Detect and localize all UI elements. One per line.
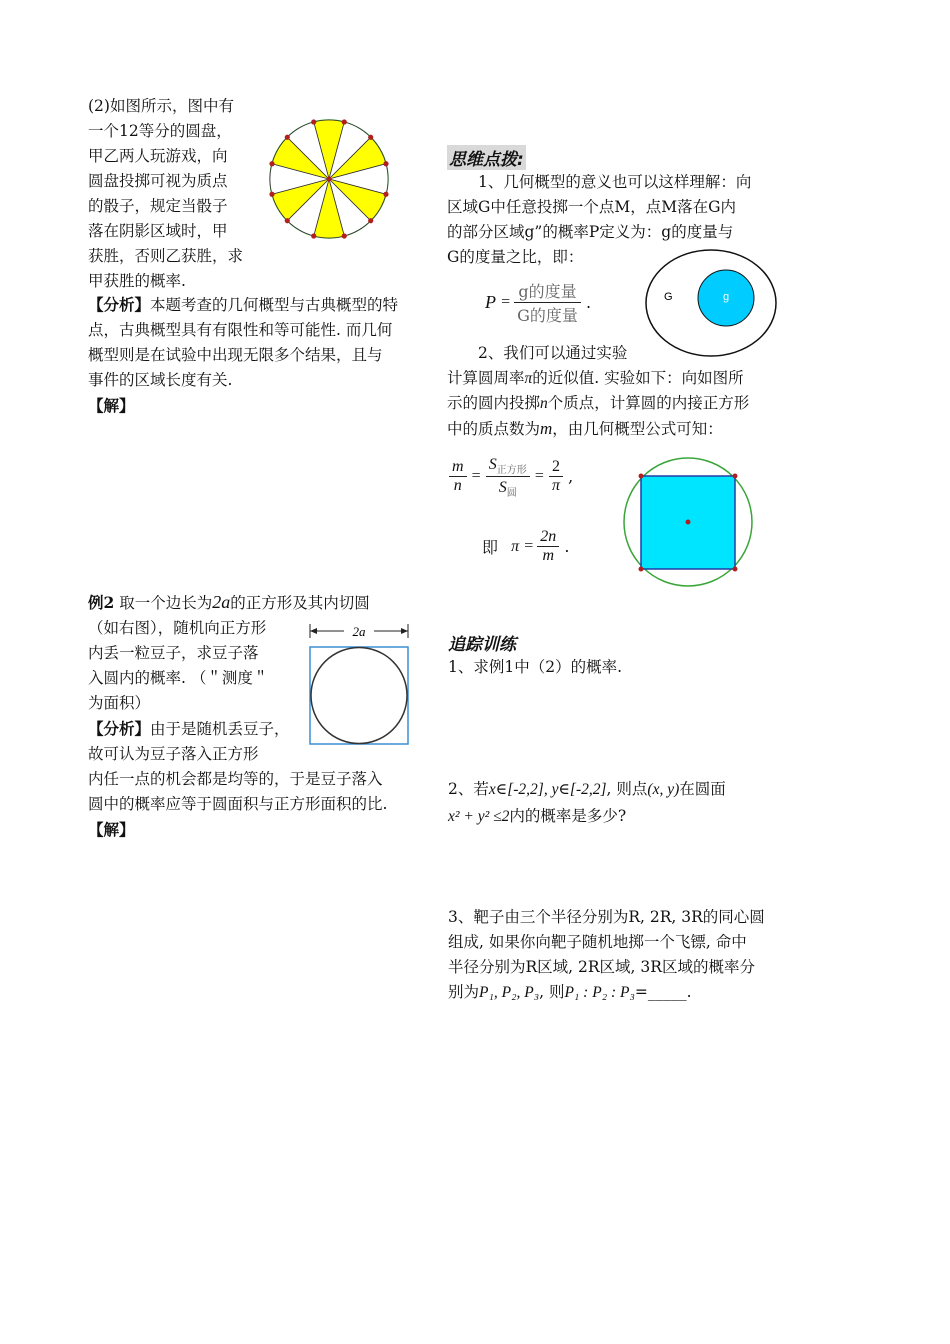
vertex-dot — [639, 567, 644, 572]
q3-line: 3、靶子由三个半径分别为R, 2R, 3R的同心圆 — [448, 908, 765, 926]
formula-fraction — [514, 279, 581, 326]
p2-line: 2、我们可以通过实验 — [478, 344, 628, 362]
analysis-text: 由于是随机丢豆子， — [150, 720, 290, 738]
q3-line: 半径分别为R区域, 2R区域, 3R区域的概率分 — [448, 958, 755, 976]
fraction-area-ratio — [486, 454, 530, 499]
inner-label: g — [723, 291, 730, 303]
ex1-line: 甲乙两人玩游戏，向 — [88, 147, 228, 165]
tracking-q3 — [448, 905, 793, 1005]
frac-den: S — [498, 479, 507, 497]
fraction-m-n — [449, 458, 467, 495]
tracking-q2 — [448, 777, 788, 829]
ex2-line: 入圆内的概率. （＂测度＂ — [88, 669, 269, 687]
boundary-dot — [269, 192, 274, 197]
formula-numerator: g的度量 — [514, 279, 581, 303]
frac-den: n — [453, 477, 462, 495]
dimension-label: 2a — [352, 624, 366, 639]
analysis-text: 点，古典概型具有有限性和等可能性. 而几何 — [88, 321, 393, 339]
vertex-dot — [639, 474, 644, 479]
q2-text: 内的概率是多少? — [509, 807, 627, 825]
m-symbol: m — [540, 419, 553, 438]
q2-point: (x, y) — [647, 781, 680, 798]
formula-probability: P = $\frac{\text{g的度量}}{\text{G的度量}}$ . — [485, 279, 591, 326]
circle-inscribed-square-figure — [618, 456, 758, 590]
twelve-sector-disc-figure — [264, 118, 394, 242]
ex1-line: 一个12等分的圆盘， — [88, 122, 232, 140]
example1-part2 — [88, 94, 258, 294]
vertex-dot — [733, 474, 738, 479]
analysis-text: 内任一点的机会都是均等的，于是豆子落入 — [88, 770, 383, 788]
ex1-line: 落在阴影区域时，甲 — [88, 222, 228, 240]
ex1-line: 圆盘投掷可视为质点 — [88, 172, 228, 190]
frac-num: m — [449, 458, 467, 477]
formula-denominator: G的度量 — [517, 306, 578, 325]
ex2-label: 例2 — [88, 593, 115, 612]
fraction-2-pi — [549, 458, 563, 495]
q3-text: , 则 — [539, 983, 565, 1001]
boundary-dot — [342, 233, 347, 238]
p2-text: 中的质点数为 — [447, 420, 541, 438]
p1-line: G的度量之比，即： — [447, 248, 584, 266]
ex1-line: 获胜，否则乙获胜，求 — [88, 247, 244, 265]
q2-text: 在圆面 — [679, 780, 726, 798]
center-dot — [686, 520, 691, 525]
frac-num: 2 — [549, 458, 563, 477]
boundary-dot — [311, 233, 316, 238]
q3-probabilities: P₁, P₂, P₃ — [479, 984, 540, 1001]
ex2-line: 为面积） — [88, 694, 151, 712]
pi-symbol: π — [524, 370, 533, 387]
frac-num-sub: 正方形 — [496, 465, 527, 477]
frac-den-sub: 圆 — [506, 488, 517, 500]
thinking-p2 — [447, 341, 787, 442]
boundary-dot — [285, 218, 290, 223]
p2-text: ，由几何概型公式可知： — [552, 420, 723, 438]
boundary-dot — [383, 161, 388, 166]
thinking-title — [447, 145, 526, 170]
boundary-dot — [368, 218, 373, 223]
ex1-analysis — [88, 292, 428, 418]
analysis-text: 概型则是在试验中出现无限多个结果，且与 — [88, 346, 383, 364]
ji-text: 即 — [482, 538, 499, 557]
q3-blank: =_____. — [634, 983, 692, 1001]
p2-text: 计算圆周率 — [447, 369, 525, 387]
q3-line: 组成, 如果你向靶子随机地掷一个飞镖, 命中 — [448, 933, 747, 951]
ex2-var: 2a — [212, 592, 231, 612]
boundary-dot — [342, 119, 347, 124]
p1-line: 1、几何概型的意义也可以这样理解：向 — [478, 173, 752, 191]
analysis-text: 圆中的概率应等于圆面积与正方形面积的比. — [88, 795, 388, 813]
ex2-line: 内丢一粒豆子，求豆子落 — [88, 644, 259, 662]
pi-lhs: π — [511, 537, 520, 555]
p2-text: 个质点，计算圆的内接正方形 — [547, 394, 750, 412]
p1-line: 的部分区域g”的概率P定义为：g的度量与 — [447, 223, 734, 241]
formula-lhs: P — [485, 292, 496, 312]
q2-inequality: x² + y² ≤2 — [448, 808, 510, 825]
ex2-text: 的正方形及其内切圆 — [230, 594, 370, 612]
frac-den: π — [552, 477, 561, 495]
vertex-dot — [733, 567, 738, 572]
analysis-text: 本题考查的几何概型与古典概型的特 — [150, 296, 399, 314]
square-inscribed-circle-figure — [304, 620, 416, 748]
p2-text: 的近似值. 实验如下：向如图所 — [532, 369, 744, 387]
inscribed-circle — [311, 648, 407, 744]
analysis-label: 【分析】 — [88, 295, 151, 314]
tracking-title: 追踪训练 — [448, 635, 516, 655]
formula-pi-ratio: $\frac{m}{n}$ = $\frac{S_{正方形}}{S_圆}$ = $\frac{2}{\pi}$ , — [449, 454, 573, 499]
disc-center-dot — [327, 177, 332, 182]
fraction-2n-m — [537, 528, 559, 565]
tracking-q1: 1、求例1中（2）的概率. — [448, 658, 623, 676]
analysis-text: 事件的区域长度有关. — [88, 371, 233, 389]
boundary-dot — [311, 119, 316, 124]
solution-label: 【解】 — [88, 820, 135, 839]
n-symbol: n — [540, 395, 548, 412]
solution-label: 【解】 — [88, 396, 135, 415]
ex1-line: 甲获胜的概率. — [88, 272, 186, 290]
ex2-text: 取一个边长为 — [119, 594, 213, 612]
ex1-line: (2)如图所示，图中有 — [88, 97, 234, 115]
arrow-right — [401, 628, 408, 634]
boundary-dot — [269, 161, 274, 166]
q2-text: 2、若 — [448, 780, 489, 798]
q2-text: , 则点 — [606, 780, 648, 798]
outer-label: G — [664, 291, 673, 303]
arrow-left — [310, 628, 317, 634]
ex2-line: （如右图），随机向正方形 — [88, 619, 267, 637]
analysis-label: 【分析】 — [88, 719, 151, 738]
q3-text: 别为 — [448, 983, 480, 1001]
q2-domain: x∈[-2,2], y∈[-2,2] — [488, 781, 607, 798]
q3-ratio: P₁ : P₂ : P₃ — [564, 984, 635, 1001]
p2-text: 示的圆内投掷 — [447, 394, 541, 412]
analysis-text: 故可认为豆子落入正方形 — [88, 745, 259, 763]
boundary-dot — [383, 192, 388, 197]
frac-num: S — [488, 456, 497, 473]
ex1-line: 的骰子，规定当骰子 — [88, 197, 228, 215]
frac-den: m — [542, 547, 555, 564]
frac-num: 2n — [537, 528, 559, 547]
p1-line: 区域G中任意投掷一个点M，点M落在G内 — [447, 198, 737, 216]
boundary-dot — [368, 135, 373, 140]
boundary-dot — [285, 135, 290, 140]
thinking-title-text: 思维点拨: — [449, 150, 524, 170]
formula-pi: 即 π = $\frac{2n}{m}$ . — [482, 528, 570, 564]
